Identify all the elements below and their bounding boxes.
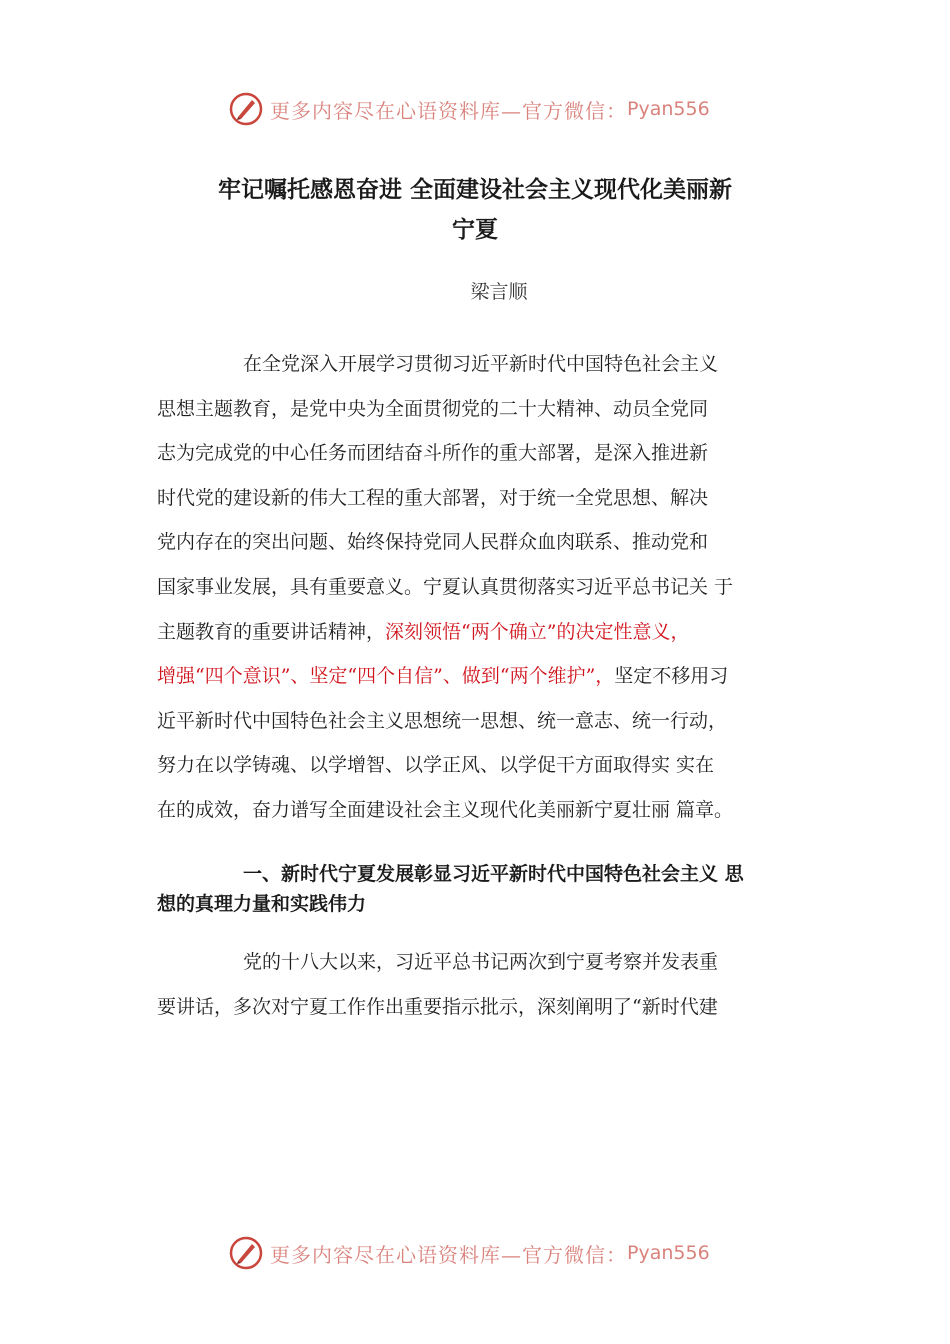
text-line: 近平新时代中国特色社会主义思想统一思想、统一意志、统一行动， (157, 709, 728, 732)
author-name: 梁言顺 (470, 281, 528, 303)
text-line: 思想主题教育，是党中央为全面贯彻党的二十大精神、动员全党同 (157, 397, 709, 420)
text-line: 要讲话，多次对宁夏工作作出重要指示批示，深刻阐明了“新时代建 (157, 995, 718, 1018)
text-line: 努力在以学铸魂、以学增智、以学正风、以学促干方面取得实 实在 (157, 754, 715, 777)
watermark-header (228, 89, 710, 129)
heading-line-1: 一、新时代宁夏发展彰显习近平新时代中国特色社会主义 思 (243, 863, 744, 885)
watermark-footer (228, 1233, 710, 1273)
text-line-mixed (157, 610, 797, 655)
text-line: 党内存在的突出问题、始终保持党同人民群众血肉联系、推动党和 (157, 531, 709, 554)
pen-logo-icon (228, 1235, 264, 1271)
text-line: 时代党的建设新的伟大工程的重大部署，对于统一全党思想、解决 (157, 486, 709, 509)
title-line-1: 牢记嘱托感恩奋进 全面建设社会主义现代化美丽新 (217, 177, 732, 203)
text-line: 在的成效，奋力谱写全面建设社会主义现代化美丽新宁夏壮丽 篇章。 (157, 798, 734, 821)
pen-logo-icon (228, 91, 264, 127)
highlighted-text: 增强“四个意识”、坚定“四个自信”、做到“两个维护”， (157, 665, 615, 688)
text-segment: 坚定不移用习 (614, 665, 729, 688)
text-line: 党的十八大以来，习近平总书记两次到宁夏考察并发表重 (243, 951, 719, 973)
watermark-wechat-id: Pyan556 (627, 1242, 710, 1264)
paragraph-1 (157, 342, 797, 833)
watermark-text: 更多内容尽在心语资料库—官方微信： (270, 98, 627, 123)
text-line: 志为完成党的中心任务而团结奋斗所作的重大部署，是深入推进新 (157, 442, 709, 465)
paragraph-2 (157, 940, 797, 1029)
document-title (150, 170, 800, 250)
text-line-mixed (157, 654, 797, 699)
title-line-2: 宁夏 (452, 217, 498, 243)
text-line: 在全党深入开展学习贯彻习近平新时代中国特色社会主义 (243, 353, 719, 375)
watermark-wechat-id: Pyan556 (627, 98, 710, 120)
watermark-text: 更多内容尽在心语资料库—官方微信： (270, 1242, 627, 1267)
text-segment: 主题教育的重要讲话精神， (157, 620, 386, 643)
text-line: 国家事业发展，具有重要意义。宁夏认真贯彻落实习近平总书记关 于 (157, 575, 734, 598)
highlighted-text: 深刻领悟“两个确立”的决定性意义， (385, 620, 690, 643)
section-heading-1 (157, 859, 797, 919)
heading-line-2: 想的真理力量和实践伟力 (157, 893, 367, 915)
